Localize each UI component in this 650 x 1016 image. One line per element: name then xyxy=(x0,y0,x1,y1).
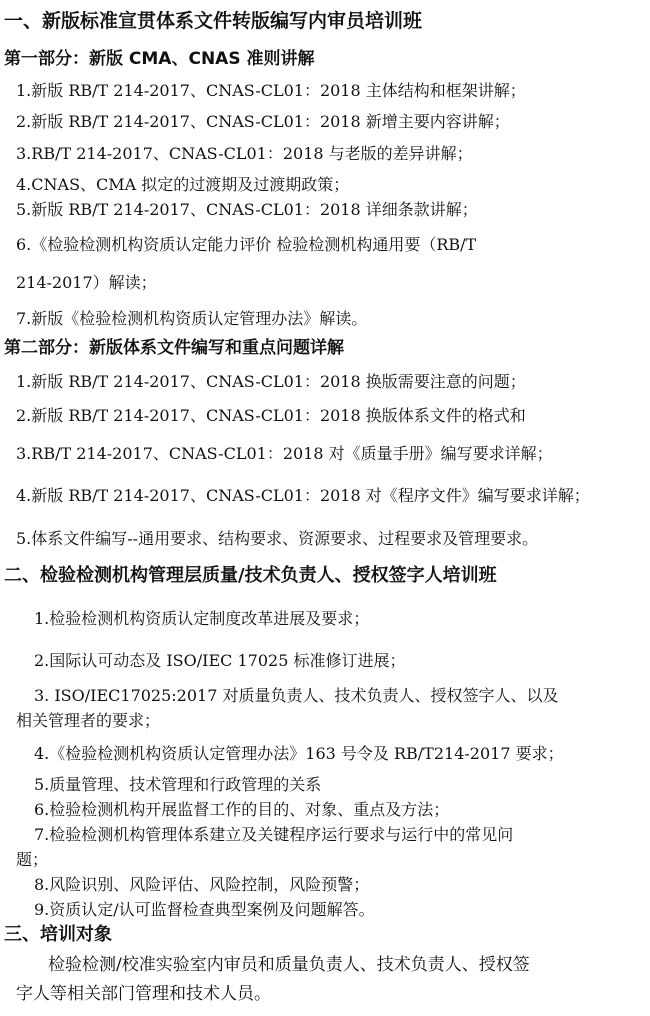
part2-title: 第二部分：新版体系文件编写和重点问题详解 xyxy=(4,338,344,358)
list-item: 1.新版 RB/T 214-2017、CNAS-CL01：2018 主体结构和框架讲解； xyxy=(16,81,526,100)
list-item: 2.国际认可动态及 ISO/IEC 17025 标准修订进展； xyxy=(34,651,406,670)
list-item: 6.检验检测机构开展监督工作的目的、对象、重点及方法； xyxy=(34,800,450,819)
list-item: 2.新版 RB/T 214-2017、CNAS-CL01：2018 换版体系文件的格式和 xyxy=(16,406,526,425)
section-heading-2: 二、检验检测机构管理层质量/技术负责人、授权签字人培训班 xyxy=(4,565,497,586)
list-item-continuation: 相关管理者的要求； xyxy=(16,711,161,730)
part1-title: 第一部分：新版 CMA、CNAS 准则讲解 xyxy=(4,49,315,69)
list-item: 7.检验检测机构管理体系建立及关键程序运行要求与运行中的常见问 xyxy=(34,825,514,844)
list-item: 3.RB/T 214-2017、CNAS-CL01：2018 对《质量手册》编写要求详解； xyxy=(16,444,553,463)
paragraph-line: 字人等相关部门管理和技术人员。 xyxy=(16,984,271,1004)
list-item: 9.资质认定/认可监督检查典型案例及问题解答。 xyxy=(34,900,375,919)
list-item: 6.《检验检测机构资质认定能力评价 检验检测机构通用要（RB/T xyxy=(16,235,477,254)
list-item: 2.新版 RB/T 214-2017、CNAS-CL01：2018 新增主要内容讲解； xyxy=(16,112,510,131)
list-item: 3. ISO/IEC17025:2017 对质量负责人、技术负责人、授权签字人、以及 xyxy=(34,686,559,705)
list-item: 7.新版《检验检测机构资质认定管理办法》解读。 xyxy=(16,309,368,328)
list-item: 8.风险识别、风险评估、风险控制，风险预警； xyxy=(34,875,370,894)
list-item: 1.检验检测机构资质认定制度改革进展及要求； xyxy=(34,609,370,628)
section-heading-3: 三、培训对象 xyxy=(4,924,112,945)
list-item: 4.《检验检测机构资质认定管理办法》163 号令及 RB/T214-2017 要求； xyxy=(34,744,564,763)
list-item: 3.RB/T 214-2017、CNAS-CL01：2018 与老版的差异讲解； xyxy=(16,144,473,163)
list-item: 1.新版 RB/T 214-2017、CNAS-CL01：2018 换版需要注意的问题； xyxy=(16,372,526,391)
list-item: 5.体系文件编写--通用要求、结构要求、资源要求、过程要求及管理要求。 xyxy=(16,529,539,548)
paragraph-line: 检验检测/校准实验室内审员和质量负责人、技术负责人、授权签 xyxy=(48,955,530,975)
list-item: 4.CNAS、CMA 拟定的过渡期及过渡期政策； xyxy=(16,175,350,194)
list-item: 5.新版 RB/T 214-2017、CNAS-CL01：2018 详细条款讲解； xyxy=(16,200,478,219)
list-item-continuation: 题； xyxy=(16,850,49,869)
section-heading-1: 一、新版标准宣贯体系文件转版编写内审员培训班 xyxy=(4,10,423,32)
list-item: 4.新版 RB/T 214-2017、CNAS-CL01：2018 对《程序文件》编写要求详解； xyxy=(16,486,590,505)
list-item-continuation: 214-2017）解读； xyxy=(16,273,157,292)
list-item: 5.质量管理、技术管理和行政管理的关系 xyxy=(34,775,322,794)
